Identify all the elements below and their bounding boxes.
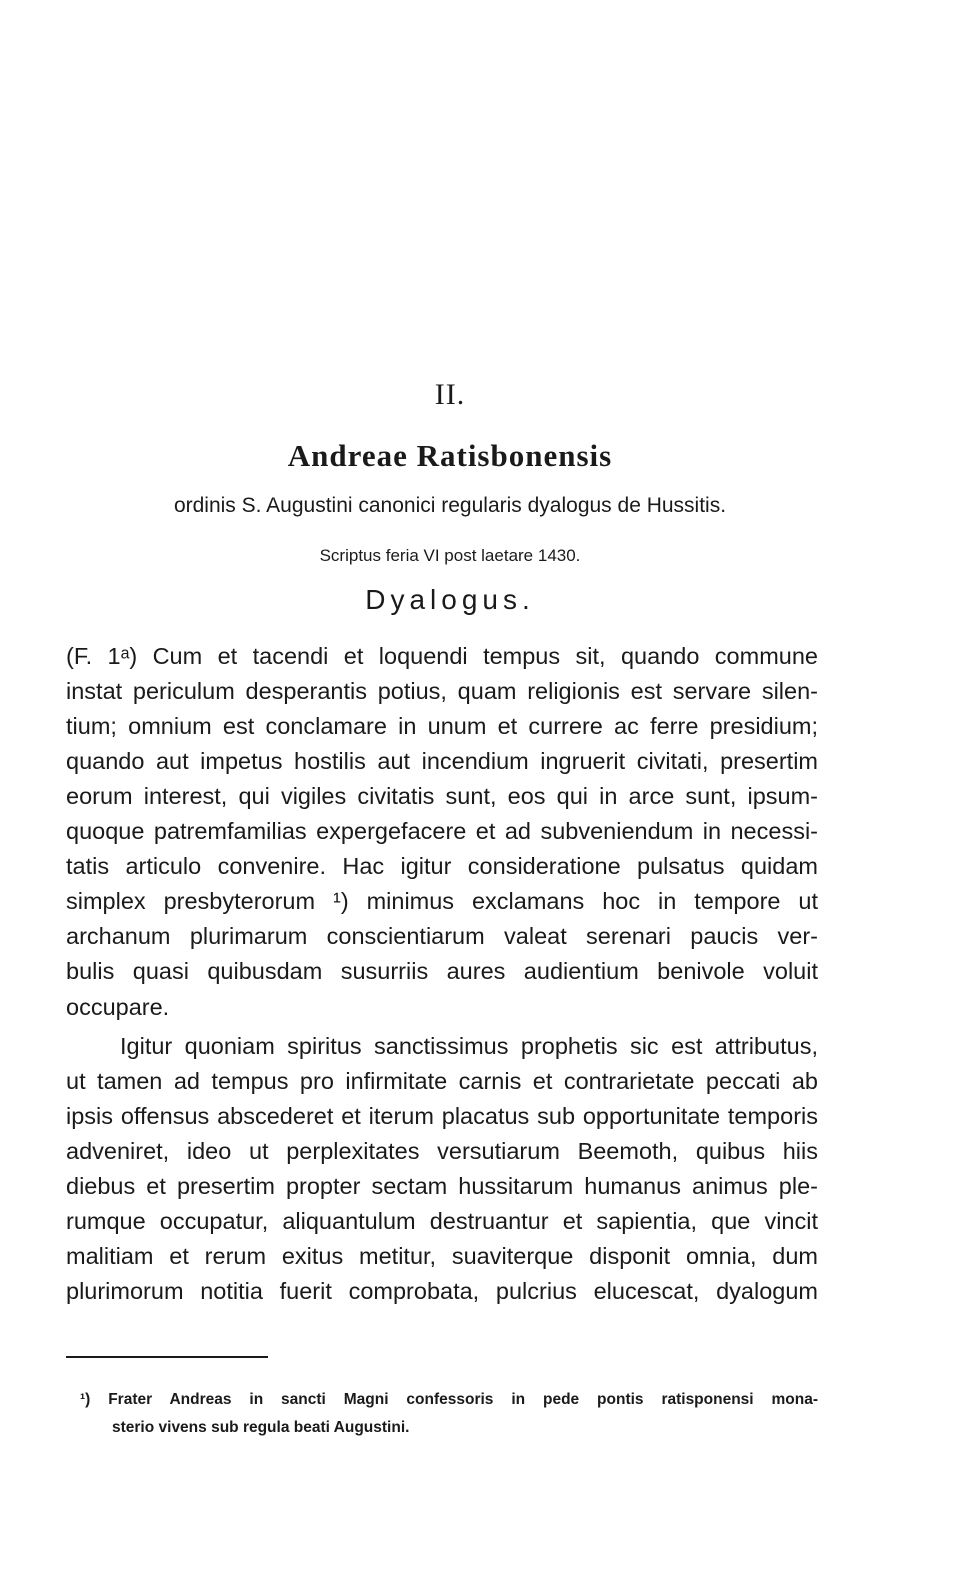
document-date: Scriptus feria VI post laetare 1430. <box>319 546 581 565</box>
body-line: archanum plurimarum conscientiarum valeat serenari paucis ver- <box>66 923 818 949</box>
body-line: adveniret, ideo ut perplexitates versutiarum Beemoth, quibus hiis <box>66 1138 818 1164</box>
body-line: instat periculum desperantis potius, quam religionis est servare silen- <box>66 678 818 704</box>
footnote-line: sterio vivens sub regula beati Augustini. <box>112 1419 410 1436</box>
body-line: diebus et presertim propter sectam hussitarum humanus animus ple- <box>66 1173 818 1199</box>
body-line: (F. 1ᵃ) Cum et tacendi et loquendi tempus sit, quando commune <box>66 643 818 669</box>
footnote-line: ¹) Frater Andreas in sancti Magni confessoris in pede pontis ratisponensi mona- <box>80 1391 818 1408</box>
chapter-numeral: II. <box>434 378 466 411</box>
body-line: occupare. <box>66 994 170 1020</box>
body-line: quoque patremfamilias expergefacere et ad subveniendum in necessi- <box>66 818 818 844</box>
body-line: ipsis offensus abscederet et iterum placatus sub opportunitate temporis <box>66 1103 818 1129</box>
document-subtitle: ordinis S. Augustini canonici regularis dyalogus de Hussitis. <box>173 494 727 517</box>
body-line: tium; omnium est conclamare in unum et currere ac ferre presidium; <box>66 713 818 739</box>
body-line: rumque occupatur, aliquantulum destruantur et sapientia, que vincit <box>66 1208 818 1234</box>
body-line: Igitur quoniam spiritus sanctissimus prophetis sic est attributus, <box>120 1033 818 1059</box>
body-line: ut tamen ad tempus pro infirmitate carnis et contrarietate peccati ab <box>66 1068 818 1094</box>
body-line: eorum interest, qui vigiles civitatis sunt, eos qui in arce sunt, ipsum- <box>66 783 818 809</box>
document-title: Andreae Ratisbonensis <box>287 438 613 473</box>
body-line: bulis quasi quibusdam susurriis aures audientium benivole voluit <box>66 958 818 984</box>
section-heading: Dyalogus. <box>365 584 535 615</box>
body-line: tatis articulo convenire. Hac igitur consideratione pulsatus quidam <box>66 853 818 879</box>
footnote-divider <box>66 1356 268 1358</box>
body-line: simplex presbyterorum ¹) minimus exclamans hoc in tempore ut <box>66 888 818 914</box>
body-line: malitiam et rerum exitus metitur, suaviterque disponit omnia, dum <box>66 1243 818 1269</box>
body-line: quando aut impetus hostilis aut incendium ingruerit civitati, presertim <box>66 748 818 774</box>
body-line: plurimorum notitia fuerit comprobata, pulcrius elucescat, dyalogum <box>66 1278 818 1304</box>
